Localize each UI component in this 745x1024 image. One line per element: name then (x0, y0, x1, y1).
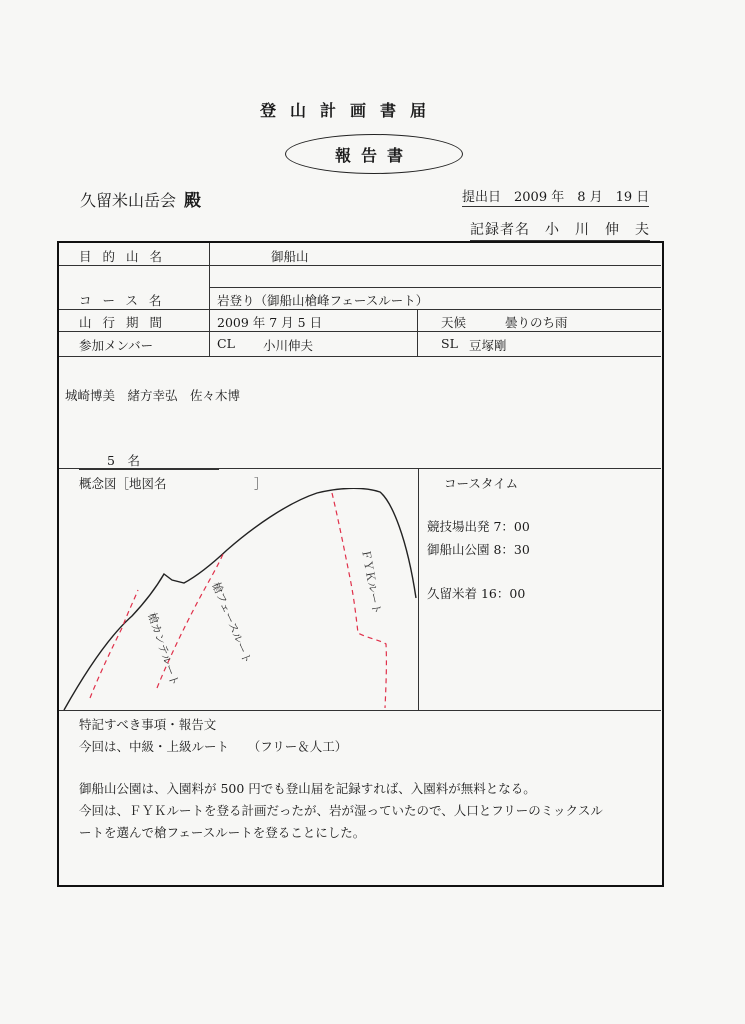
right-route-label: ＦＹＫルート (359, 548, 383, 616)
target-mountain-label: 目的山名 (79, 249, 174, 264)
submit-date: 提出日 2009 年 8 月 19 日 (462, 186, 649, 207)
route-sketch (62, 488, 422, 713)
rock-outline (64, 488, 416, 710)
middle-route-label: 槍フェースルート (209, 580, 253, 666)
course-label: コース名 (79, 293, 173, 308)
row-divider (209, 287, 661, 288)
course-time-item: 競技場出発 7：00 (427, 519, 530, 534)
cl-label: CL (217, 336, 235, 351)
left-route-line (90, 590, 138, 698)
document-title: 登山計画書届 (259, 101, 440, 120)
note-line: 御船山公園は、入園料が 500 円でも登山届を記録すれば、入園料が無料となる。 (79, 781, 536, 796)
notes-label: 特記すべき事項・報告文 (79, 717, 217, 732)
course-time-label: コースタイム (444, 476, 519, 491)
course-time-item: 久留米着 16：00 (427, 586, 526, 601)
column-divider (417, 309, 418, 356)
report-label: 報告書 (334, 146, 413, 165)
cl-name: 小川伸夫 (263, 338, 314, 353)
recipient (80, 186, 201, 211)
other-members: 城崎博美 緒方幸弘 佐々木博 (65, 388, 241, 403)
row-divider (59, 265, 661, 266)
note-line: ートを選んで槍フェースルートを登ることにした。 (79, 825, 366, 840)
note-line: 今回は、ＦＹＫルートを登る計画だったが、岩が湿っていたので、人口とフリーのミックスル (79, 803, 603, 818)
row-divider (59, 356, 661, 357)
member-count: 5 名 (79, 451, 219, 470)
map-label: 概念図［地図名 ］ (79, 476, 267, 491)
row-divider (59, 331, 661, 332)
period-value: 2009 年 7 月 5 日 (217, 315, 323, 330)
recipient-name: 久留米山岳会 (80, 191, 177, 210)
note-line: 今回は、中級・上級ルート （フリー＆人工） (79, 739, 348, 754)
target-mountain-value: 御船山 (271, 249, 309, 264)
left-route-label: 槍カンテルート (145, 611, 181, 688)
column-divider (209, 243, 210, 356)
period-label: 山行期間 (79, 315, 174, 330)
weather-label: 天候 (441, 315, 467, 330)
sl-label: SL (441, 336, 458, 351)
course-time-item: 御船山公園 8：30 (427, 542, 530, 557)
weather-value: 曇りのち雨 (505, 315, 568, 330)
members-label: 参加メンバー (79, 338, 154, 353)
recipient-honorific: 殿 (184, 191, 202, 211)
recorder-name: 記録者名 小 川 伸 夫 (470, 219, 650, 241)
sl-name: 豆塚剛 (469, 338, 507, 353)
course-value: 岩登り（御船山槍峰フェースルート） (217, 293, 429, 308)
row-divider (59, 309, 661, 310)
